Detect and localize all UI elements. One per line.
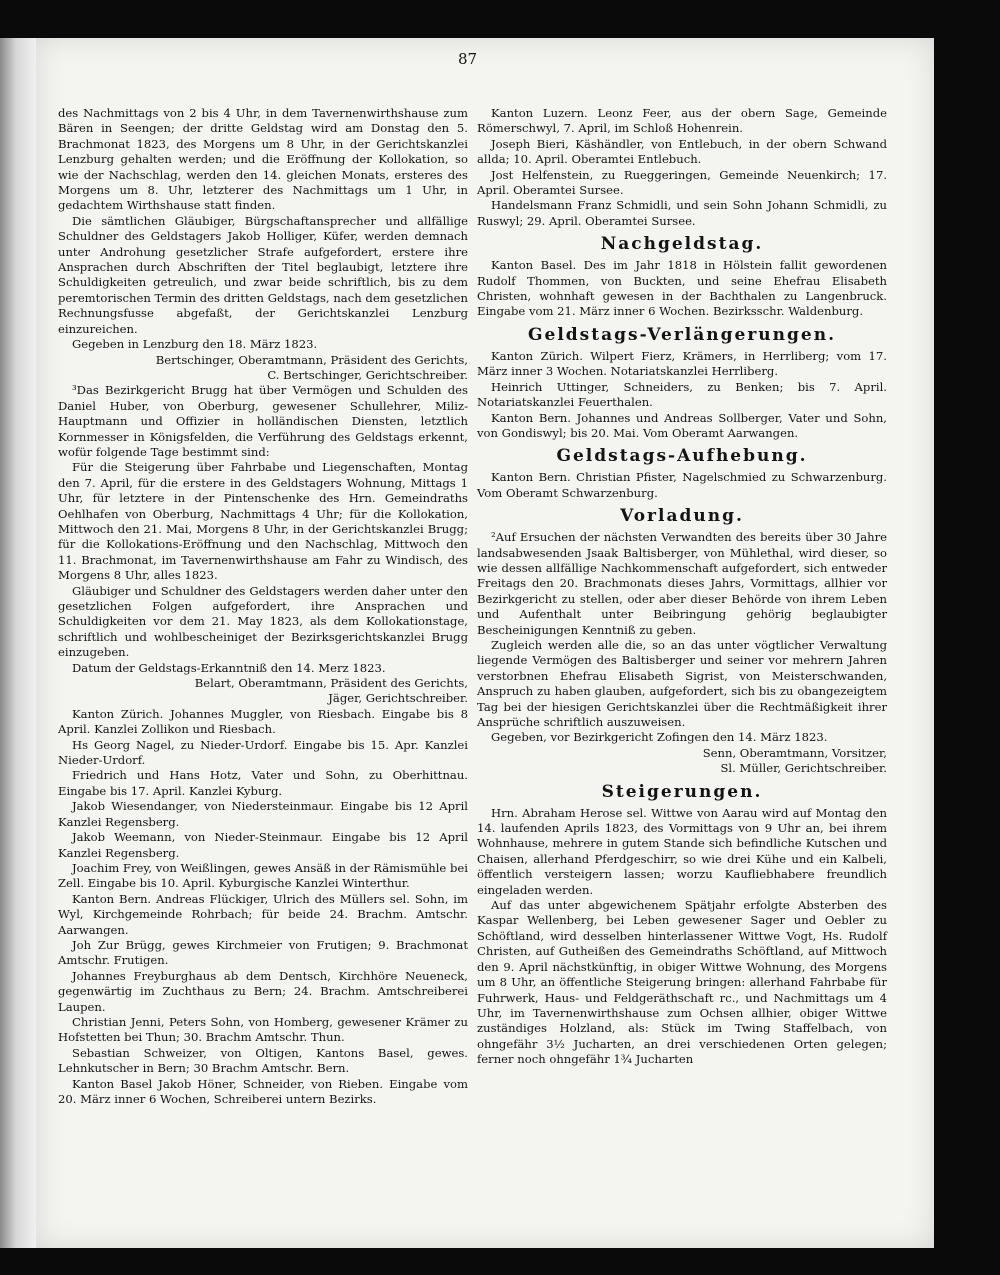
section-heading: Nachgeldstag. xyxy=(600,234,764,255)
notice-paragraph: des Nachmittags von 2 bis 4 Uhr, in dem Tavernenwirthshause zum Bären in Seengen; der dritte Geldstag wird am Donstag den 5. Brachmonat 1823, des Morgens um 8 Uhr, in der Gerichtskanzlei Lenzburg gehalten werden; und die Eröffnung der Kollokation, so wie der Nachschlag, werden den 14. gleichen Monats, ersteres des Morgens um 8. Uhr, letzterer des Nachmittags um 1 Uhr, in gedachtem Wirthshause statt finden. xyxy=(58,106,468,213)
notice-paragraph: Handelsmann Franz Schmidli, und sein Sohn Johann Schmidli, zu Ruswyl; 29. April. Oberamtei Sursee. xyxy=(477,198,887,228)
section-heading: Vorladung. xyxy=(620,506,744,527)
notice-paragraph: Kanton Basel Jakob Höner, Schneider, von Rieben. Eingabe vom 20. März inner 6 Wochen, Schreiberei untern Bezirks. xyxy=(58,1076,468,1106)
signature-line: C. Bertschinger, Gerichtschreiber. xyxy=(267,367,468,382)
section-heading: Geldstags-Verlängerungen. xyxy=(528,324,836,345)
notice-paragraph: Zugleich werden alle die, so an das unter vögtlicher Verwaltung liegende Vermögen des Baltisberger und seiner vor mehrern Jahren verstorbnen Ehefrau Elisabeth Sigrist, von Meisterschwanden, Anspruch zu haben glauben, aufgefordert, sich bis zu obangezeigtem Tag bei der hiesigen Gerichtskanzlei über die Rechtmäßigkeit ihrer Ansprüche schriftlich auszuweisen. xyxy=(477,637,887,729)
notice-paragraph: Heinrich Uttinger, Schneiders, zu Benken; bis 7. April. Notariatskanzlei Feuerthalen. xyxy=(477,379,887,410)
notice-paragraph: Joseph Bieri, Käshändler, von Entlebuch, in der obern Schwand allda; 10. April. Oberamtei Entlebuch. xyxy=(477,136,887,167)
notice-paragraph: ³Das Bezirkgericht Brugg hat über Vermögen und Schulden des Daniel Huber, von Oberburg, gewesener Schullehrer, Miliz-Hauptmann und Offizier in holländischen Diensten, letztlich Kornmesser in Königsfelden, die Verführung des Geldstags erkennt, wofür folgende Tage bestimmt sind: xyxy=(58,383,468,459)
notice-paragraph: Kanton Bern. Andreas Flückiger, Ulrich des Müllers sel. Sohn, im Wyl, Kirchgemeinde Rohrbach; für beide 24. Brachm. Amtschr. Aarwangen. xyxy=(58,891,468,937)
notice-paragraph: Gegeben, vor Bezirkgericht Zofingen den 14. März 1823. xyxy=(491,730,828,745)
notice-paragraph: Friedrich und Hans Hotz, Vater und Sohn, zu Oberhittnau. Eingabe bis 17. April. Kanzlei Kyburg. xyxy=(58,768,468,798)
notice-paragraph: Kanton Bern. Johannes und Andreas Sollberger, Vater und Sohn, von Gondiswyl; bis 20. Mai. Vom Oberamt Aarwangen. xyxy=(477,410,887,440)
notice-paragraph: Gläubiger und Schuldner des Geldstagers werden daher unter den gesetzlichen Folgen aufgefordert, ihre Ansprachen und Schuldigkeiten vor dem 21. May 1823, als dem Kollokationstage, schriftlich und wohlbescheiniget der Bezirksgerichtskanzlei Brugg einzugeben. xyxy=(58,583,468,660)
signature-line: Bertschinger, Oberamtmann, Präsident des Gerichts, xyxy=(155,352,468,367)
notice-paragraph: Hs Georg Nagel, zu Nieder-Urdorf. Eingabe bis 15. Apr. Kanzlei Nieder-Urdorf. xyxy=(58,737,468,768)
notice-paragraph: Die sämtlichen Gläubiger, Bürgschaftansprecher und allfällige Schuldner des Geldstagers Jakob Holliger, Küfer, werden demnach unter Androhung gesetzlicher Strafe aufgefordert, erstere ihre Ansprachen durch Abschriften der Titel beglaubigt, letztere ihre Schuldigkeiten getreulich, und zwar beide schriftlich, bis zu dem peremtorischen Termin des dritten Geldstags, nach dem gesetzlichen Rechnungsfusse abgefaßt, der Gerichtskanzlei Lenzburg einzureichen. xyxy=(58,213,468,336)
right-column xyxy=(477,106,887,1068)
notice-paragraph: Kanton Zürich. Wilpert Fierz, Krämers, in Herrliberg; vom 17. März inner 3 Wochen. Notariatskanzlei Herrliberg. xyxy=(477,348,887,379)
notice-paragraph: Joachim Frey, von Weißlingen, gewes Ansäß in der Rämismühle bei Zell. Eingabe bis 10. April. Kyburgische Kanzlei Winterthur. xyxy=(58,860,468,891)
notice-paragraph: Christian Jenni, Peters Sohn, von Homberg, gewesener Krämer zu Hofstetten bei Thun; 30. Brachm Amtschr. Thun. xyxy=(58,1014,468,1045)
notice-paragraph: Jost Helfenstein, zu Rueggeringen, Gemeinde Neuenkirch; 17. April. Oberamtei Sursee. xyxy=(477,167,887,198)
notice-paragraph: Sebastian Schweizer, von Oltigen, Kantons Basel, gewes. Lehnkutscher in Bern; 30 Brachm Amtschr. Bern. xyxy=(58,1045,468,1076)
notice-paragraph: Kanton Bern. Christian Pfister, Nagelschmied zu Schwarzenburg. Vom Oberamt Schwarzenburg. xyxy=(477,470,887,500)
notice-paragraph: Auf das unter abgewichenem Spätjahr erfolgte Absterben des Kaspar Wellenberg, bei Leben gewesener Sager und Oebler zu Schöftland, wird desselben hinterlassener Wittwe Vogt, Hs. Rudolf Christen, auf Gutheißen des Gemeindraths Schöftland, auf Mittwoch den 9. April nächstkünftig, in obiger Wittwe Wohnung, des Morgens um 8 Uhr, an öffentliche Steigerung bringen: allerhand Fahrbabe für Fuhrwerk, Haus- und Feldgeräthschaft rc., und Nachmittags um 4 Uhr, im Tavernenwirthshause zum Ochsen allhier, obiger Wittwe zuständiges Holzland, als: Stück im Twing Staffelbach, von ohngefähr 3½ Jucharten, an drei verschiedenen Orten gelegen; ferner noch ohngefähr 1¾ Jucharten xyxy=(477,898,887,1067)
notice-paragraph: Datum der Geldstags-Erkanntniß den 14. Merz 1823. xyxy=(72,660,386,675)
notice-paragraph: Kanton Zürich. Johannes Muggler, von Riesbach. Eingabe bis 8 April. Kanzlei Zollikon und Riesbach. xyxy=(58,706,468,737)
notice-paragraph: Joh Zur Brügg, gewes Kirchmeier von Frutigen; 9. Brachmonat Amtschr. Frutigen. xyxy=(58,937,468,968)
notice-paragraph: Johannes Freyburghaus ab dem Dentsch, Kirchhöre Neueneck, gegenwärtig im Zuchthaus zu Bern; 24. Brachm. Amtschreiberei Laupen. xyxy=(58,968,468,1014)
signature-line: Senn, Oberamtmann, Vorsitzer, xyxy=(702,745,887,760)
signature-line: Jäger, Gerichtschreiber. xyxy=(328,691,468,706)
notice-paragraph: Kanton Basel. Des im Jahr 1818 in Hölstein fallit gewordenen Rudolf Thommen, von Buckten, und seine Ehefrau Elisabeth Christen, wohnhaft gewesen in der Bachthalen zu Langenbruck. Eingabe vom 21. März inner 6 Wochen. Bezirksschr. Waldenburg. xyxy=(477,258,887,319)
notice-paragraph: Gegeben in Lenzburg den 18. März 1823. xyxy=(72,337,318,352)
notice-paragraph: Jakob Wiesendanger, von Niedersteinmaur. Eingabe bis 12 April Kanzlei Regensberg. xyxy=(58,799,468,829)
book-spine xyxy=(0,38,36,1248)
signature-line: Belart, Oberamtmann, Präsident des Gerichts, xyxy=(194,676,468,691)
notice-paragraph: Jakob Weemann, von Nieder-Steinmaur. Eingabe bis 12 April Kanzlei Regensberg. xyxy=(58,830,468,860)
left-column xyxy=(58,106,468,1107)
section-heading: Geldstags-Aufhebung. xyxy=(556,446,808,467)
signature-line: Sl. Müller, Gerichtschreiber. xyxy=(720,761,887,776)
notice-paragraph: Hrn. Abraham Herose sel. Wittwe von Aarau wird auf Montag den 14. laufenden Aprils 1823, des Vormittags von 9 Uhr an, bei ihrem Wohnhause, mehrere in gutem Stande sich befindliche Kutschen und Chaisen, allerhand Pferdgeschirr, so wie drei Kühe und ein Kalbeli, öffentlich versteigern lassen; worzu Kaufliebhabere freundlich eingeladen werden. xyxy=(477,805,887,897)
notice-paragraph: ²Auf Ersuchen der nächsten Verwandten des bereits über 30 Jahre landsabwesenden Jsaak Baltisberger, von Mühlethal, wird dieser, so wie dessen allfällige Nachkommenschaft aufgefordert, sich entweder Freitags den 20. Brachmonats dieses Jahrs, Vormittags, allhier vor Bezirkgericht zu stellen, oder aber dieser Behörde von ihrem Leben und Aufenthalt unter Beibringung gehörig beglaubigter Bescheinigungen Kenntniß zu geben. xyxy=(477,530,887,637)
notice-paragraph: Kanton Luzern. Leonz Feer, aus der obern Sage, Gemeinde Römerschwyl, 7. April, im Schloß Hohenrein. xyxy=(477,106,887,136)
page-number: 87 xyxy=(458,50,478,68)
section-heading: Steigerungen. xyxy=(601,781,763,802)
notice-paragraph: Für die Steigerung über Fahrbabe und Liegenschaften, Montag den 7. April, für die erstere in des Geldstagers Wohnung, Mittags 1 Uhr, für letztere in der Pintenschenke des Hrn. Gemeindraths Oehlhafen von Oberburg, Nachmittags 4 Uhr; für die Kollokation, Mittwoch den 21. Mai, Morgens 8 Uhr, in der Gerichtskanzlei Brugg; für die Kollokations-Eröffnung und den Nachschlag, Mittwoch den 11. Brachmonat, im Tavernenwirthshause am Fahr zu Windisch, des Morgens 8 Uhr, alles 1823. xyxy=(58,460,468,583)
